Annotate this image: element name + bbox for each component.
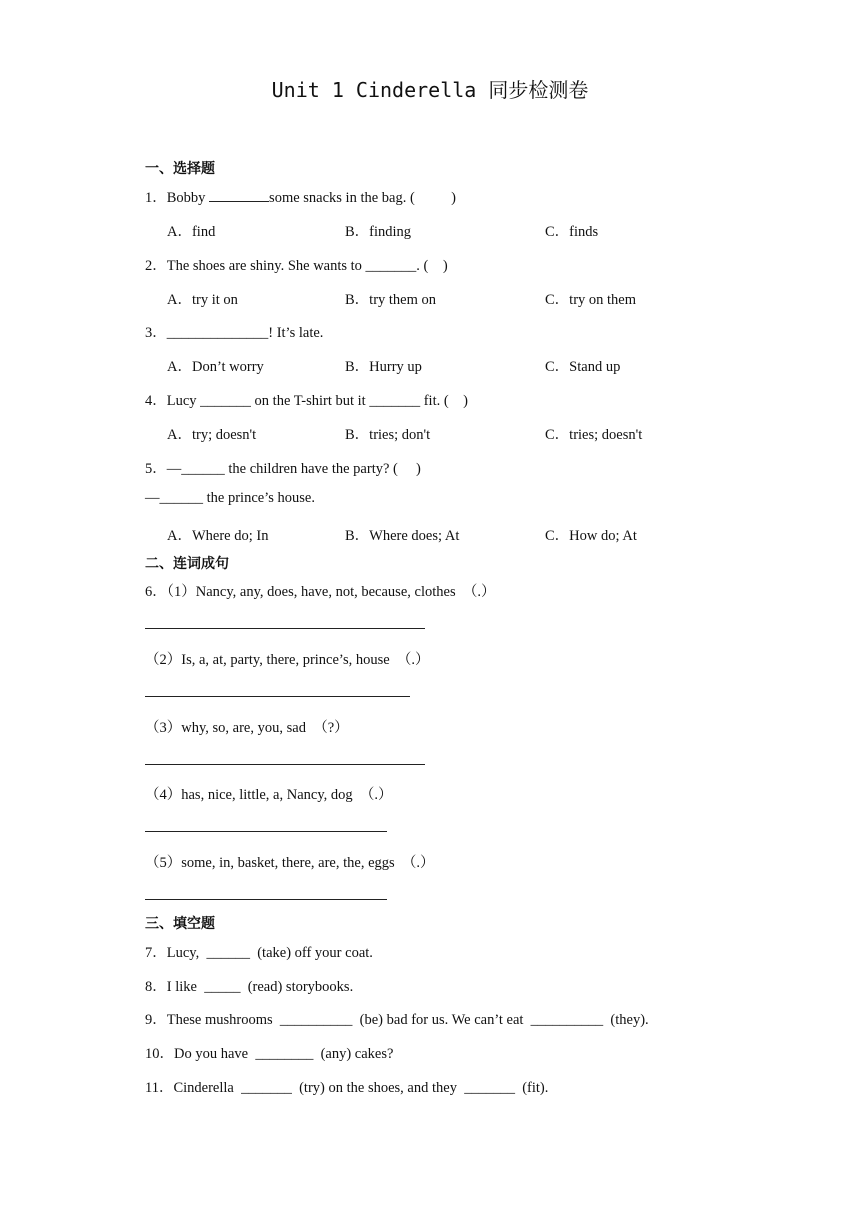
question-1 [145,186,456,207]
question-4-option-c: C．tries; doesn't [545,427,643,443]
section-heading-sentence: 二、连词成句 [145,556,229,572]
question-3-option-c: C．Stand up [545,359,621,375]
question-8: 8．I like _____ (read) storybooks. [145,979,354,995]
question-11: 11．Cinderella _______ (try) on the shoes, and they _______ (fit). [145,1080,549,1096]
question-6-part-1: 6．（1）Nancy, any, does, have, not, because, clothes （.） [145,584,496,600]
question-7: 7．Lucy, ______ (take) off your coat. [145,945,373,961]
answer-line-6-3 [145,764,425,765]
question-5-option-a: A．Where do; In [167,528,269,544]
question-6-part-2: （2）Is, a, at, party, there, prince’s, house （.） [145,652,430,668]
question-5-option-b: B．Where does; At [345,528,460,544]
question-1-option-b: B．finding [345,224,412,240]
question-10: 10．Do you have ________ (any) cakes? [145,1046,394,1062]
question-3: 3．______________! It’s late. [145,325,324,341]
question-6-part-3: （3）why, so, are, you, sad （?） [145,720,349,736]
question-1-option-c: C．finds [545,224,599,240]
question-4-option-a: A．try; doesn't [167,427,257,443]
question-2: 2．The shoes are shiny. She wants to _______. ( ) [145,258,448,274]
question-2-option-c: C．try on them [545,292,637,308]
question-4-option-b: B．tries; don't [345,427,431,443]
question-1-suffix: some snacks in the bag. ( ) [269,190,456,206]
question-5-line-2: —______ the prince’s house. [145,490,315,506]
question-5-option-c: C．How do; At [545,528,637,544]
answer-line-6-2 [145,696,410,697]
answer-line-6-4 [145,831,387,832]
question-2-option-b: B．try them on [345,292,437,308]
question-9: 9．These mushrooms __________ (be) bad for us. We can’t eat __________ (they). [145,1012,649,1028]
section-heading-fill: 三、填空题 [145,916,215,932]
question-1-option-a: A．find [167,224,216,240]
question-4: 4．Lucy _______ on the T-shirt but it _______ fit. ( ) [145,393,469,409]
question-5-line-1: 5．—______ the children have the party? ( ) [145,461,421,477]
page-title: Unit 1 Cinderella 同步检测卷 [271,78,589,102]
question-3-option-a: A．Don’t worry [167,359,264,375]
answer-line-6-1 [145,628,425,629]
question-6-part-4: （4）has, nice, little, a, Nancy, dog （.） [145,787,393,803]
question-1-prefix: 1．Bobby [145,190,210,206]
question-6-part-5: （5）some, in, basket, there, are, the, eggs （.） [145,855,435,871]
answer-line-6-5 [145,899,387,900]
question-1-blank [209,187,269,202]
question-2-option-a: A．try it on [167,292,238,308]
question-3-option-b: B．Hurry up [345,359,422,375]
section-heading-choice: 一、选择题 [145,161,215,177]
